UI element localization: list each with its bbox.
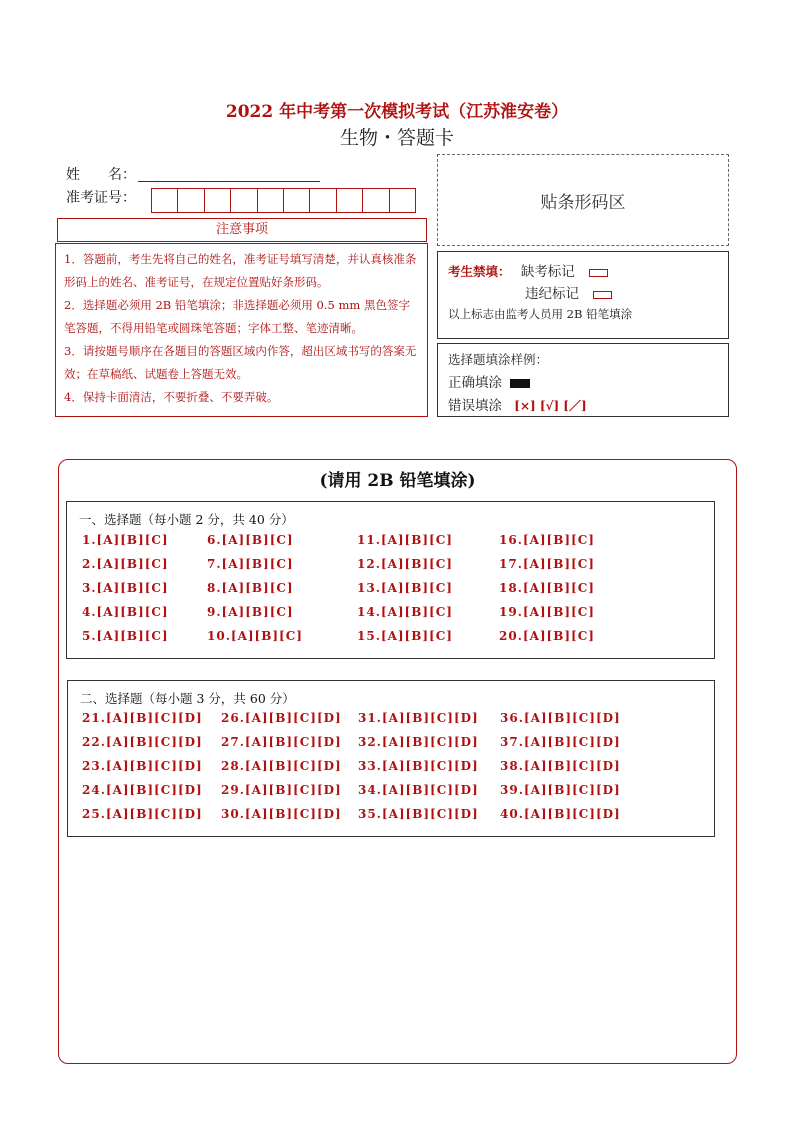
section-two-title: 二、选择题（每小题 3 分，共 60 分）: [80, 691, 295, 706]
answer-options[interactable]: [A][B][C]: [96, 629, 169, 643]
exam-id-cell[interactable]: [231, 189, 257, 212]
answer-options[interactable]: [A][B][C]: [380, 629, 453, 643]
answer-options[interactable]: [A][B][C][D]: [105, 735, 203, 749]
question-option-row[interactable]: [207, 581, 294, 595]
question-number: 6.: [207, 533, 222, 547]
question-number: 20.: [499, 629, 523, 643]
answer-options[interactable]: [A][B][C][D]: [381, 783, 479, 797]
question-number: 8.: [207, 581, 222, 595]
question-number: 39.: [500, 783, 524, 797]
question-option-row[interactable]: [358, 783, 479, 797]
question-option-row[interactable]: [221, 783, 342, 797]
answer-options[interactable]: [A][B][C][D]: [523, 783, 621, 797]
answer-options[interactable]: [A][B][C]: [380, 605, 453, 619]
question-number: 31.: [358, 711, 382, 725]
question-option-row[interactable]: [499, 629, 595, 643]
filled-sample-icon: [510, 379, 530, 388]
question-number: 5.: [82, 629, 97, 643]
answer-options[interactable]: [A][B][C]: [221, 557, 294, 571]
page-subtitle: 生物・答题卡: [339, 127, 454, 149]
exam-id-cell[interactable]: [205, 189, 231, 212]
answer-options[interactable]: [A][B][C]: [96, 581, 169, 595]
question-option-row[interactable]: [82, 807, 203, 821]
question-option-row[interactable]: [82, 557, 169, 571]
answer-options[interactable]: [A][B][C][D]: [523, 735, 621, 749]
answer-options[interactable]: [A][B][C][D]: [244, 759, 342, 773]
barcode-area: 贴条形码区: [437, 154, 729, 246]
question-option-row[interactable]: [499, 581, 595, 595]
question-option-row[interactable]: [82, 783, 203, 797]
question-option-row[interactable]: [207, 533, 294, 547]
question-option-row[interactable]: [221, 711, 342, 725]
question-number: 10.: [207, 629, 231, 643]
exam-id-boxes[interactable]: [151, 188, 416, 213]
question-number: 23.: [82, 759, 106, 773]
answer-options[interactable]: [A][B][C]: [380, 557, 453, 571]
question-number: 22.: [82, 735, 106, 749]
name-label: 姓 名：: [66, 167, 136, 183]
question-number: 13.: [357, 581, 381, 595]
question-option-row[interactable]: [500, 807, 621, 821]
notes-header: 注意事项: [57, 218, 427, 242]
answer-options[interactable]: [A][B][C]: [522, 581, 595, 595]
question-number: 11.: [357, 533, 381, 547]
question-option-row[interactable]: [221, 807, 342, 821]
name-input-line[interactable]: [138, 181, 320, 182]
question-number: 26.: [221, 711, 245, 725]
answer-options[interactable]: [A][B][C][D]: [381, 759, 479, 773]
absent-label: 缺考标记: [520, 264, 575, 280]
answer-heading: (请用 2B 铅笔填涂): [319, 471, 476, 491]
question-option-row[interactable]: [82, 735, 203, 749]
question-option-row[interactable]: [82, 533, 169, 547]
exam-id-cell[interactable]: [284, 189, 310, 212]
question-number: 38.: [500, 759, 524, 773]
answer-options[interactable]: [A][B][C]: [380, 533, 453, 547]
answer-options[interactable]: [A][B][C]: [230, 629, 303, 643]
question-option-row[interactable]: [500, 759, 621, 773]
question-option-row[interactable]: [357, 629, 453, 643]
answer-options[interactable]: [A][B][C]: [96, 557, 169, 571]
answer-options[interactable]: [A][B][C][D]: [244, 711, 342, 725]
question-option-row[interactable]: [358, 759, 479, 773]
question-number: 18.: [499, 581, 523, 595]
question-number: 32.: [358, 735, 382, 749]
answer-options[interactable]: [A][B][C][D]: [381, 735, 479, 749]
question-option-row[interactable]: [82, 581, 169, 595]
exam-id-cell[interactable]: [337, 189, 363, 212]
section-one-title: 一、选择题（每小题 2 分，共 40 分）: [79, 512, 294, 527]
answer-options[interactable]: [A][B][C]: [522, 557, 595, 571]
question-number: 17.: [499, 557, 523, 571]
answer-options[interactable]: [A][B][C][D]: [523, 807, 621, 821]
question-number: 1.: [82, 533, 97, 547]
question-option-row[interactable]: [82, 711, 203, 725]
exam-id-cell[interactable]: [178, 189, 204, 212]
question-option-row[interactable]: [358, 711, 479, 725]
answer-options[interactable]: [A][B][C][D]: [105, 759, 203, 773]
absent-mark-box[interactable]: [589, 269, 608, 277]
answer-options[interactable]: [A][B][C]: [380, 581, 453, 595]
answer-options[interactable]: [A][B][C]: [522, 533, 595, 547]
answer-options[interactable]: [A][B][C][D]: [244, 783, 342, 797]
question-number: 33.: [358, 759, 382, 773]
violation-label: 违纪标记: [525, 286, 579, 302]
question-number: 25.: [82, 807, 106, 821]
question-option-row[interactable]: [500, 735, 621, 749]
note-item: 3．请按题号顺序在各题目的答题区域内作答，超出区域书写的答案无效；在草稿纸、试题卷上答题无效。: [64, 344, 417, 381]
answer-options[interactable]: [A][B][C][D]: [244, 735, 342, 749]
page-title: 2022 年中考第一次模拟考试（江苏淮安卷）: [225, 102, 569, 122]
sample-title: 选择题填涂样例：: [448, 352, 549, 367]
question-option-row[interactable]: [82, 759, 203, 773]
question-option-row[interactable]: [499, 605, 595, 619]
question-option-row[interactable]: [357, 581, 453, 595]
question-option-row[interactable]: [358, 807, 479, 821]
forbidden-note: 以上标志由监考人员用 2B 铅笔填涂: [448, 307, 633, 321]
question-number: 30.: [221, 807, 245, 821]
section-two: [67, 680, 715, 837]
question-option-row[interactable]: [357, 605, 453, 619]
answer-options[interactable]: [A][B][C][D]: [381, 807, 479, 821]
notes-box: [55, 243, 428, 417]
answer-options[interactable]: [A][B][C][D]: [381, 711, 479, 725]
note-item: 1．答题前，考生先将自己的姓名，准考证号填写清楚，并认真核准条形码上的姓名、准考证号，在规定位置贴好条形码。: [64, 252, 417, 289]
answer-options[interactable]: [A][B][C]: [96, 533, 169, 547]
correct-fill-label: 正确填涂: [448, 375, 502, 391]
question-number: 15.: [357, 629, 381, 643]
question-number: 3.: [82, 581, 97, 595]
question-option-row[interactable]: [358, 735, 479, 749]
question-number: 27.: [221, 735, 245, 749]
question-number: 34.: [358, 783, 382, 797]
question-option-row[interactable]: [82, 629, 169, 643]
question-number: 12.: [357, 557, 381, 571]
wrong-fill-label: 错误填涂: [448, 398, 502, 414]
question-number: 2.: [82, 557, 97, 571]
answer-options[interactable]: [A][B][C]: [221, 605, 294, 619]
exam-id-cell[interactable]: [310, 189, 336, 212]
note-item: 4．保持卡面清洁，不要折叠、不要弄破。: [64, 390, 279, 404]
violation-mark-box[interactable]: [593, 291, 612, 299]
exam-id-label: 准考证号：: [66, 190, 136, 206]
question-option-row[interactable]: [357, 533, 453, 547]
question-number: 7.: [207, 557, 222, 571]
question-number: 28.: [221, 759, 245, 773]
question-number: 9.: [207, 605, 222, 619]
exam-id-cell[interactable]: [390, 189, 415, 212]
note-item: 2．选择题必须用 2B 铅笔填涂；非选择题必须用 0.5 mm 黑色签字笔答题，不得用铅笔或圆珠笔答题；字体工整、笔迹清晰。: [64, 298, 410, 335]
question-option-row[interactable]: [500, 783, 621, 797]
question-option-row[interactable]: [500, 711, 621, 725]
exam-id-cell[interactable]: [258, 189, 284, 212]
question-number: 36.: [500, 711, 524, 725]
exam-id-cell[interactable]: [152, 189, 178, 212]
forbidden-box: [437, 251, 729, 339]
question-option-row[interactable]: [82, 605, 169, 619]
question-option-row[interactable]: [221, 759, 342, 773]
question-option-row[interactable]: [207, 605, 294, 619]
question-number: 35.: [358, 807, 382, 821]
section-one: [66, 501, 715, 659]
answer-options[interactable]: [A][B][C]: [221, 533, 294, 547]
question-option-row[interactable]: [207, 557, 294, 571]
answer-options[interactable]: [A][B][C]: [522, 605, 595, 619]
wrong-marks: [×] [√] [／]: [514, 399, 587, 413]
question-number: 40.: [500, 807, 524, 821]
question-number: 21.: [82, 711, 106, 725]
exam-id-cell[interactable]: [363, 189, 389, 212]
answer-options[interactable]: [A][B][C]: [522, 629, 595, 643]
answer-options[interactable]: [A][B][C][D]: [105, 807, 203, 821]
question-number: 16.: [499, 533, 523, 547]
answer-options[interactable]: [A][B][C]: [96, 605, 169, 619]
question-number: 24.: [82, 783, 106, 797]
question-option-row[interactable]: [357, 557, 453, 571]
question-number: 37.: [500, 735, 524, 749]
question-option-row[interactable]: [499, 557, 595, 571]
question-option-row[interactable]: [221, 735, 342, 749]
answer-options[interactable]: [A][B][C][D]: [523, 711, 621, 725]
answer-options[interactable]: [A][B][C][D]: [523, 759, 621, 773]
question-number: 4.: [82, 605, 97, 619]
forbidden-label: 考生禁填：: [448, 264, 511, 279]
question-option-row[interactable]: [207, 629, 303, 643]
sample-box: [437, 343, 729, 417]
answer-options[interactable]: [A][B][C][D]: [105, 783, 203, 797]
question-number: 19.: [499, 605, 523, 619]
question-number: 14.: [357, 605, 381, 619]
answer-options[interactable]: [A][B][C][D]: [105, 711, 203, 725]
answer-options[interactable]: [A][B][C][D]: [244, 807, 342, 821]
question-number: 29.: [221, 783, 245, 797]
question-option-row[interactable]: [499, 533, 595, 547]
answer-options[interactable]: [A][B][C]: [221, 581, 294, 595]
